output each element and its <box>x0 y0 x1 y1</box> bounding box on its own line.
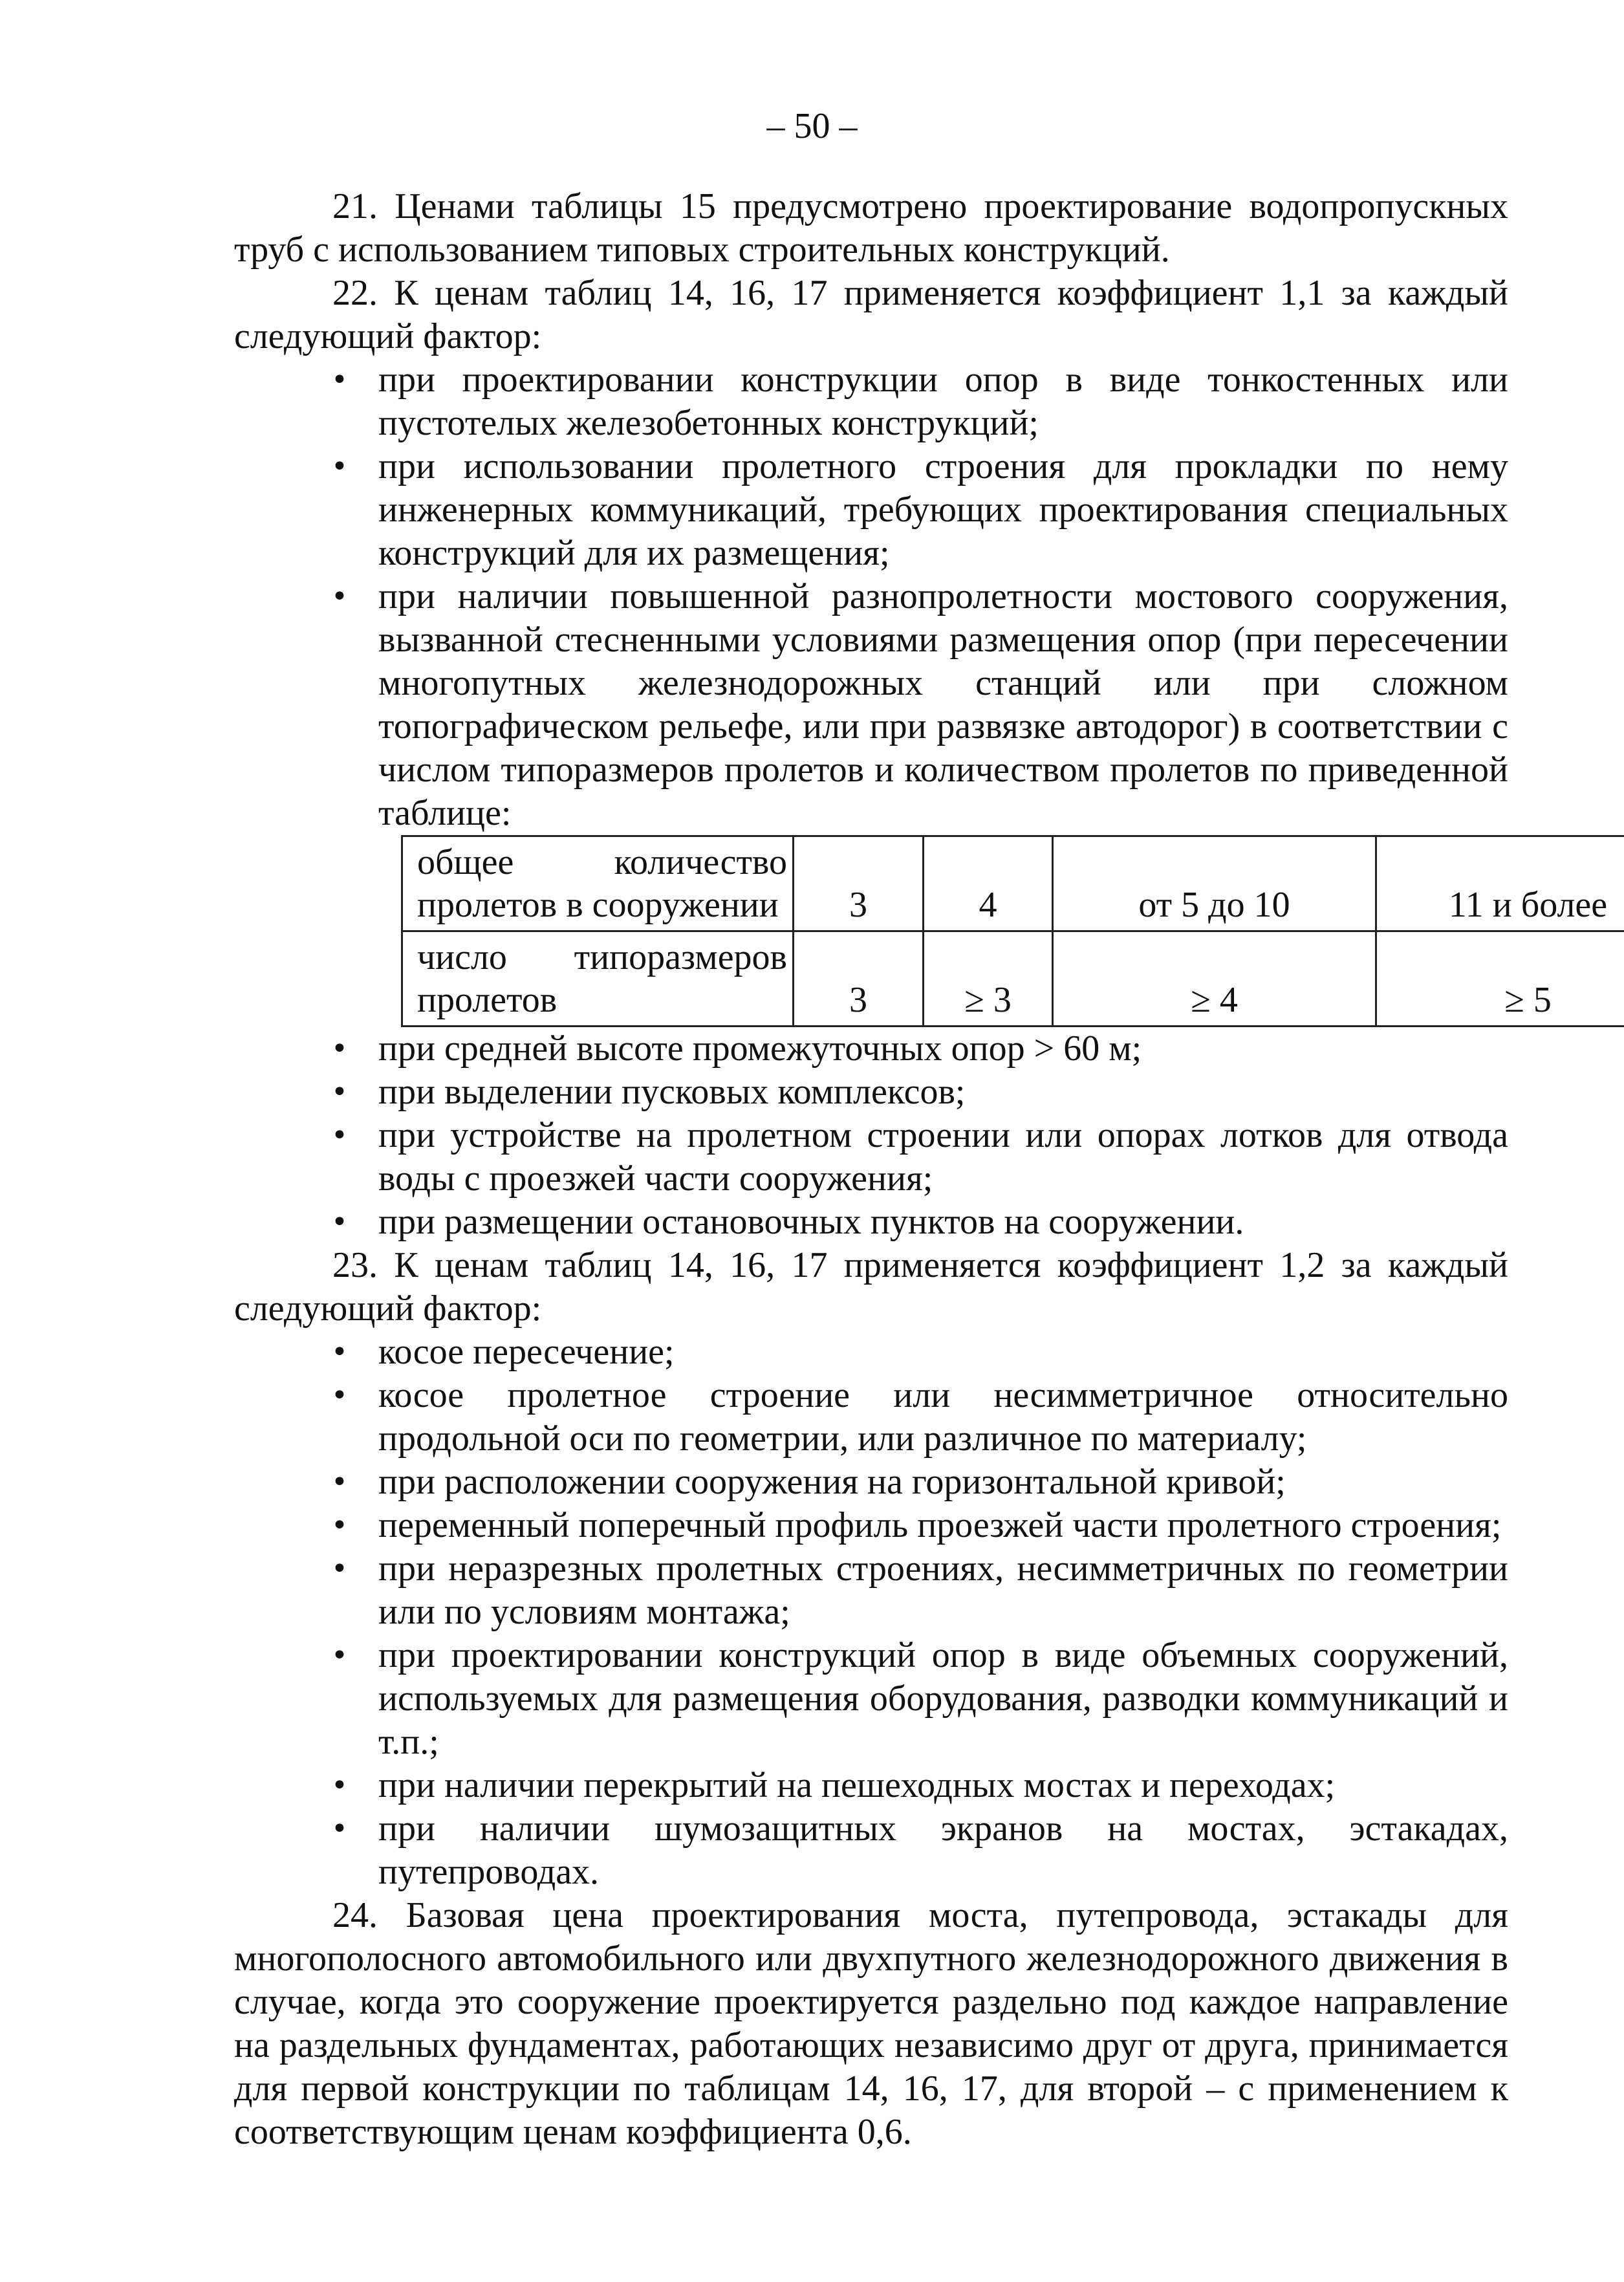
paragraph-24: 24. Базовая цена проектирования моста, путепровода, эстакады для многополосного автомобильного или двухпутного железнодорожного движения в случае, когда это сооружение проектируется раздельно под каждое направление на раздельных фундаментах, работающих независимо друг от друга, принимается для первой конструкции по таблицам 14, 16, 17, для второй – с применением к соответствующим ценам коэффициента 0,6. <box>234 1895 1508 2152</box>
page-number: – 50 – <box>766 106 858 146</box>
bullet-icon: • <box>331 1032 348 1065</box>
bullet-icon: • <box>331 1076 348 1109</box>
table-cell: 4 <box>924 836 1053 931</box>
list-item <box>234 575 1508 835</box>
list-item-text: при наличии шумозащитных экранов на мостах, эстакадах, путепроводах. <box>378 1809 1508 1892</box>
list-item-text: косое пролетное строение или несимметричное относительно продольной оси по геометрии, или различное по материалу; <box>378 1375 1508 1459</box>
bullet-icon: • <box>331 1552 348 1585</box>
list-item-text: при средней высоте промежуточных опор > 60 м; <box>378 1028 1142 1069</box>
table-cell: ≥ 4 <box>1053 931 1376 1027</box>
list-item <box>234 445 1508 575</box>
list-item <box>234 358 1508 445</box>
list-item <box>234 1027 1508 1070</box>
table-cell-label: число типоразмеров пролетов <box>402 931 794 1027</box>
list-item <box>234 1807 1508 1894</box>
list-item <box>234 1331 1508 1374</box>
table-cell: ≥ 3 <box>924 931 1053 1027</box>
table-cell: 3 <box>794 836 924 931</box>
list-item <box>234 1461 1508 1504</box>
list-item <box>234 1114 1508 1201</box>
bullet-icon: • <box>331 1466 348 1499</box>
list-item-text: при проектировании конструкций опор в виде объемных сооружений, используемых для размещения оборудования, разводки коммуникаций и т.п.; <box>378 1635 1508 1762</box>
bullet-icon: • <box>331 1639 348 1672</box>
list-item-text: при расположении сооружения на горизонтальной кривой; <box>378 1462 1286 1502</box>
list-item-text: при неразрезных пролетных строениях, несимметричных по геометрии или по условиям монтажа; <box>378 1548 1508 1632</box>
list-item-text: при наличии перекрытий на пешеходных мостах и переходах; <box>378 1765 1336 1805</box>
bullet-icon: • <box>331 450 348 483</box>
list-item-text: переменный поперечный профиль проезжей части пролетного строения; <box>378 1505 1502 1545</box>
table-cell: ≥ 5 <box>1376 931 1624 1027</box>
list-item-text: при использовании пролетного строения для прокладки по нему инженерных коммуникаций, требующих проектирования специальных конструкций для их размещения; <box>378 446 1508 573</box>
list-item-text: при наличии повышенной разнопролетности мостового сооружения, вызванной стесненными условиями размещения опор (при пересечении многопутных железнодорожных станций или при сложном топографическом рельефе, или при развязке автодорог) в соответствии с числом типоразмеров пролетов и количеством пролетов по приведенной таблице: <box>378 576 1508 833</box>
paragraph-23: 23. К ценам таблиц 14, 16, 17 применяется коэффициент 1,2 за каждый следующий фактор: <box>234 1245 1508 1329</box>
span-count-table <box>401 835 1624 1027</box>
factor-list-22a <box>234 358 1508 835</box>
document-body <box>234 185 1608 2154</box>
bullet-icon: • <box>331 1509 348 1542</box>
paragraph-21: 21. Ценами таблицы 15 предусмотрено проектирование водопропускных труб с использованием типовых строительных конструкций. <box>234 186 1508 270</box>
bullet-icon: • <box>331 1812 348 1845</box>
paragraph-22: 22. К ценам таблиц 14, 16, 17 применяется коэффициент 1,1 за каждый следующий фактор: <box>234 273 1508 356</box>
factor-list-22b <box>234 1027 1508 1244</box>
list-item <box>234 1764 1508 1807</box>
list-item <box>234 1201 1508 1244</box>
list-item <box>234 1070 1508 1114</box>
table-cell: 11 и более <box>1376 836 1624 931</box>
list-item-text: при проектировании конструкции опор в виде тонкостенных или пустотелых железобетонных конструкций; <box>378 360 1508 443</box>
table-cell: 3 <box>794 931 924 1027</box>
bullet-icon: • <box>331 1206 348 1239</box>
list-item <box>234 1374 1508 1461</box>
table-row-total-spans <box>402 836 1624 931</box>
table-cell-label: общее количество пролетов в сооружении <box>402 836 794 931</box>
bullet-icon: • <box>331 580 348 613</box>
factor-list-23 <box>234 1331 1508 1894</box>
bullet-icon: • <box>331 1336 348 1369</box>
bullet-icon: • <box>331 1379 348 1412</box>
list-item <box>234 1504 1508 1547</box>
list-item <box>234 1634 1508 1764</box>
list-item-text: при выделении пусковых комплексов; <box>378 1072 966 1112</box>
table-cell: от 5 до 10 <box>1053 836 1376 931</box>
list-item <box>234 1547 1508 1634</box>
list-item-text: косое пересечение; <box>378 1332 675 1372</box>
list-item-text: при устройстве на пролетном строении или опорах лотков для отвода воды с проезжей части сооружения; <box>378 1115 1508 1199</box>
bullet-icon: • <box>331 1119 348 1152</box>
list-item-text: при размещении остановочных пунктов на сооружении. <box>378 1202 1244 1242</box>
table-row-span-types <box>402 931 1624 1027</box>
bullet-icon: • <box>331 1769 348 1802</box>
bullet-icon: • <box>331 364 348 397</box>
